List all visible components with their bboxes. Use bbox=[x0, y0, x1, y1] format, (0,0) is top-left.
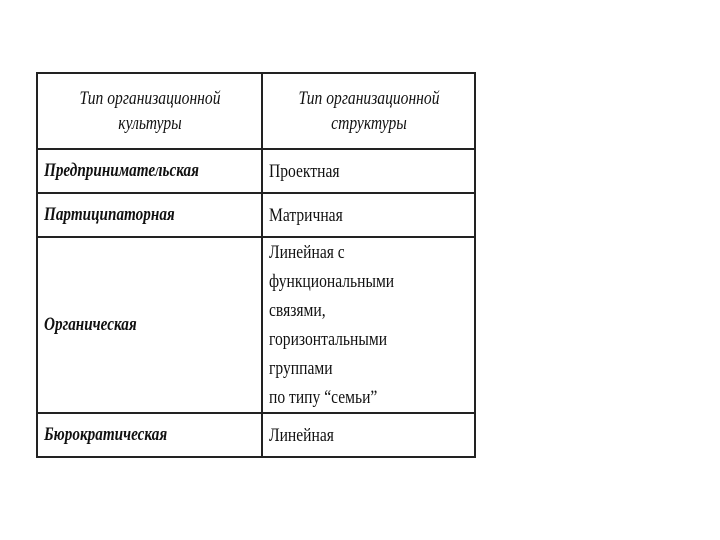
culture-cell bbox=[37, 413, 262, 457]
table-row bbox=[37, 193, 475, 237]
header-culture-type-text: Тип организационной культуры bbox=[78, 88, 221, 134]
header-culture-type bbox=[37, 73, 262, 149]
table-header-row bbox=[37, 73, 475, 149]
structure-cell bbox=[262, 413, 475, 457]
table-row bbox=[37, 149, 475, 193]
structure-cell bbox=[262, 193, 475, 237]
header-structure-type-text: Тип организационной структуры bbox=[297, 88, 440, 134]
table-row bbox=[37, 237, 475, 413]
header-structure-type bbox=[262, 73, 475, 149]
structure-label: Проектная bbox=[269, 160, 340, 182]
structure-cell bbox=[262, 149, 475, 193]
culture-label: Органическая bbox=[44, 314, 137, 335]
culture-structure-table bbox=[36, 72, 476, 458]
table-row bbox=[37, 413, 475, 457]
structure-label: Матричная bbox=[269, 204, 343, 226]
structure-cell bbox=[262, 237, 475, 413]
culture-label: Бюрократическая bbox=[44, 424, 168, 445]
structure-label: Линейная с функциональными связями, горизонтальными группами по типу “семьи” bbox=[269, 242, 395, 408]
culture-cell bbox=[37, 193, 262, 237]
culture-label: Предпринимательская bbox=[44, 160, 199, 181]
culture-cell bbox=[37, 237, 262, 413]
culture-cell bbox=[37, 149, 262, 193]
structure-label: Линейная bbox=[269, 424, 334, 446]
culture-label: Партиципаторная bbox=[44, 204, 175, 225]
